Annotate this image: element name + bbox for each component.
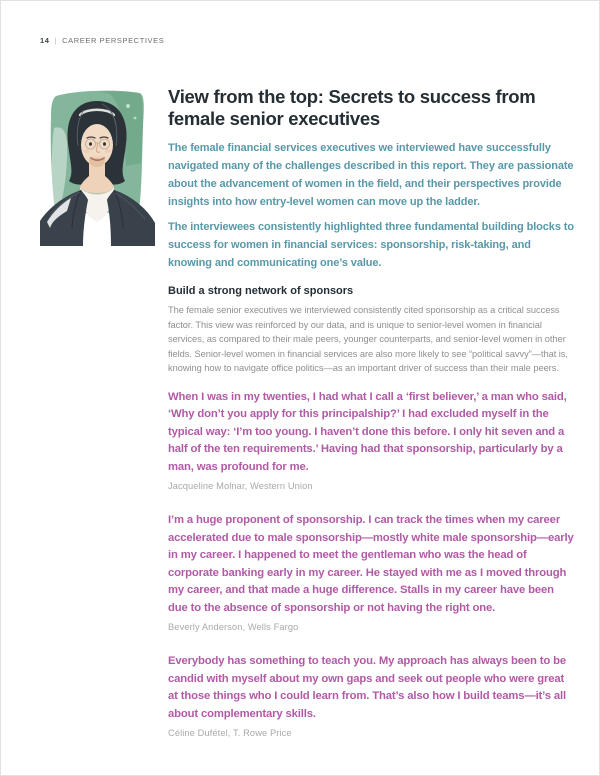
quote-attribution: Jacqueline Molnar, Western Union <box>168 481 313 491</box>
section-label: CAREER PERSPECTIVES <box>62 36 165 45</box>
quote-attribution: Céline Dufétel, T. Rowe Price <box>168 728 292 738</box>
woman-portrait-illustration <box>40 88 155 246</box>
page-title: View from the top: Secrets to success from female senior executives <box>168 86 536 129</box>
quote-block <box>168 653 574 738</box>
quote-text: When I was in my twenties, I had what I call a ‘first believer,’ a man who said, ‘Why don’t you apply for this principalship?’ I had excluded myself in the typical way: ‘I’m too young. I haven’t done this before. I only hit seven and a half of the ten requirements.’ Having had that sponsorship, particularly by a man, was profound for me. <box>168 390 567 473</box>
section-paragraph: The female senior executives we interviewed consistently cited sponsorship as a critical success factor. This view was reinforced by our data, and is unique to senior-level women in financial services, as compared to their male peers, younger counterparts, and senior-level women in other fields. Senior-level women in financial services are also more likely to see “political savvy”—that is, knowing how to navigate office politics—as an important driver of success than their male peers. <box>168 305 568 373</box>
intro-paragraph-1: The female financial services executives we interviewed have successfully navigated many of the challenges described in this report. They are passionate about the advancement of women in the field, and their perspectives provide insights into how entry-level women can move up the ladder. <box>168 142 574 208</box>
quote-attribution: Beverly Anderson, Wells Fargo <box>168 622 299 632</box>
quote-text: Everybody has something to teach you. My approach has always been to be candid with myself about my own gaps and seek out people who were great at those things who I could learn from. That’s also how I build teams—it’s all about complementary skills. <box>168 655 567 720</box>
intro-paragraph-2: The interviewees consistently highlighted three fundamental building blocks to success for women in financial services: sponsorship, risk-taking, and knowing and communicating one’s value. <box>168 221 574 269</box>
header-separator: | <box>54 36 58 45</box>
page-header <box>40 36 164 45</box>
quote-block <box>168 389 574 492</box>
woman-portrait-graphic <box>40 88 155 246</box>
page-number: 14 <box>40 36 50 45</box>
quote-text: I’m a huge proponent of sponsorship. I can track the times when my career accelerated due to male sponsorship—mostly white male sponsorship—early in my career. I happened to meet the gentleman who was the head of corporate banking early in my career. He stayed with me as I moved through my career, and that made a huge difference. Stalls in my career have been due to the absence of sponsorship or not having the right one. <box>168 514 574 614</box>
article-body <box>168 86 574 759</box>
quote-block <box>168 512 574 632</box>
section-heading: Build a strong network of sponsors <box>168 285 354 297</box>
